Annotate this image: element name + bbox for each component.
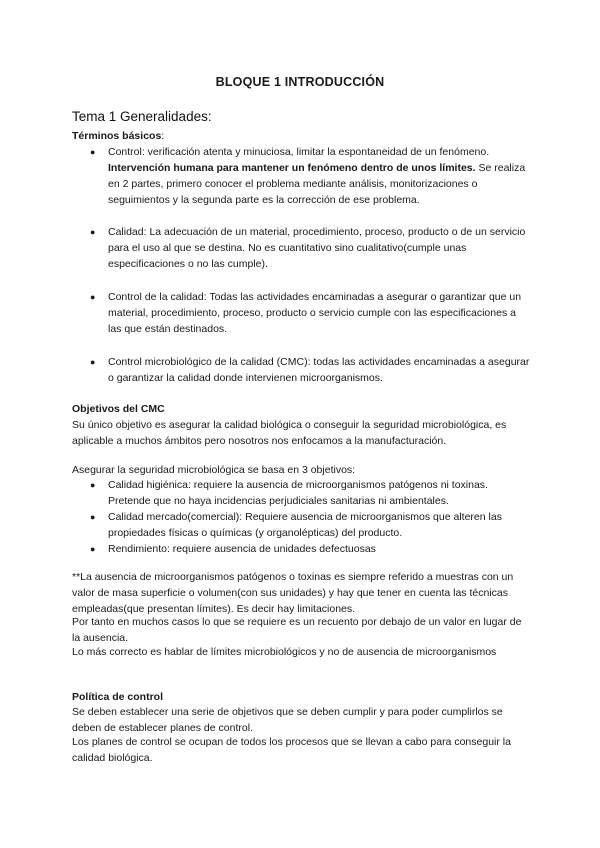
terminos-label-text: Términos básicos bbox=[72, 130, 162, 142]
objetivos-intro: Su único objetivo es asegurar la calidad biológica o conseguir la seguridad microbiológica, es aplicable a muchos ámbitos pero nosotros nos enfocamos a la manufacturación. bbox=[72, 419, 507, 447]
termino-control-bold: Intervención humana para mantener un fenómeno dentro de unos límites. bbox=[108, 162, 476, 174]
objetivos-note-1: **La ausencia de microorganismos patógenos o toxinas es siempre referido a muestras con un valor de masa superficie o volumen(con sus unidades) y hay que tener en cuenta las técnicas empleadas(que presentan límites). Es decir hay limitaciones. bbox=[72, 571, 514, 615]
objetivo-mercado: Calidad mercado(comercial): Requiere ausencia de microorganismos que alteren las propiedades físicas o químicas (y organolépticas) del producto. bbox=[108, 511, 502, 539]
termino-control-calidad: Control de la calidad: Todas las actividades encaminadas a asegurar o garantizar que un material, procedimiento, proceso, producto o servicio cumple con las especificaciones a las que están destinados. bbox=[108, 291, 522, 335]
objetivos-heading: Objetivos del CMC bbox=[72, 403, 165, 415]
list-item bbox=[90, 541, 530, 557]
objetivos-list bbox=[90, 477, 530, 557]
list-item bbox=[90, 477, 530, 509]
terminos-list bbox=[90, 144, 530, 386]
objetivo-higienica: Calidad higiénica: requiere la ausencia de microorganismos patógenos ni toxinas. Pretende que no haya incidencias perjudiciales sanitarias ni ambientales. bbox=[108, 479, 488, 507]
bullet-icon: ● bbox=[90, 357, 96, 367]
document-title: BLOQUE 1 INTRODUCCIÓN bbox=[215, 75, 385, 89]
section-title-tema-1: Tema 1 Generalidades: bbox=[72, 109, 212, 124]
terminos-colon: : bbox=[161, 130, 165, 142]
bullet-icon: ● bbox=[90, 147, 96, 157]
objetivos-note-2: Por tanto en muchos casos lo que se requiere es un recuento por debajo de un valor en lugar de la ausencia. bbox=[72, 616, 522, 644]
termino-control-pre: Control: verificación atenta y minuciosa, limitar la espontaneidad de un fenómeno. bbox=[108, 146, 490, 158]
termino-control-post: Se realiza en 2 partes, primero conocer el problema mediante análisis, monitorizaciones o seguimientos y la segunda parte es la corrección de ese problema. bbox=[108, 162, 526, 206]
bullet-icon: ● bbox=[90, 512, 96, 522]
bullet-icon: ● bbox=[90, 480, 96, 490]
bullet-icon: ● bbox=[90, 544, 96, 554]
bullet-icon: ● bbox=[90, 227, 96, 237]
objetivos-note-3: Lo más correcto es hablar de límites microbiológicos y no de ausencia de microorganismos bbox=[72, 646, 497, 658]
list-item bbox=[90, 144, 530, 208]
terminos-basicos-label bbox=[72, 128, 164, 144]
objetivos-lead: Asegurar la seguridad microbiológica se basa en 3 objetivos: bbox=[72, 464, 356, 476]
termino-cmc: Control microbiológico de la calidad (CMC): todas las actividades encaminadas a asegurar o garantizar la calidad donde intervienen microorganismos. bbox=[108, 356, 530, 384]
list-item bbox=[90, 289, 530, 337]
list-item bbox=[90, 354, 530, 386]
objetivo-rendimiento: Rendimiento: requiere ausencia de unidades defectuosas bbox=[108, 543, 376, 555]
list-item bbox=[90, 509, 530, 541]
politica-p1: Se deben establecer una serie de objetivos que se deben cumplir y para poder cumplirlos se deben de establecer planes de control. bbox=[72, 706, 503, 734]
bullet-icon: ● bbox=[90, 292, 96, 302]
politica-heading: Política de control bbox=[72, 691, 164, 703]
politica-p2: Los planes de control se ocupan de todos los procesos que se llevan a cabo para conseguir la calidad biológica. bbox=[72, 736, 511, 764]
termino-calidad: Calidad: La adecuación de un material, procedimiento, proceso, producto o de un servicio para el uso al que se destina. No es cuantitativo sino cualitativo(cumple unas especificaciones o no las cumple). bbox=[108, 226, 526, 270]
list-item bbox=[90, 224, 530, 272]
